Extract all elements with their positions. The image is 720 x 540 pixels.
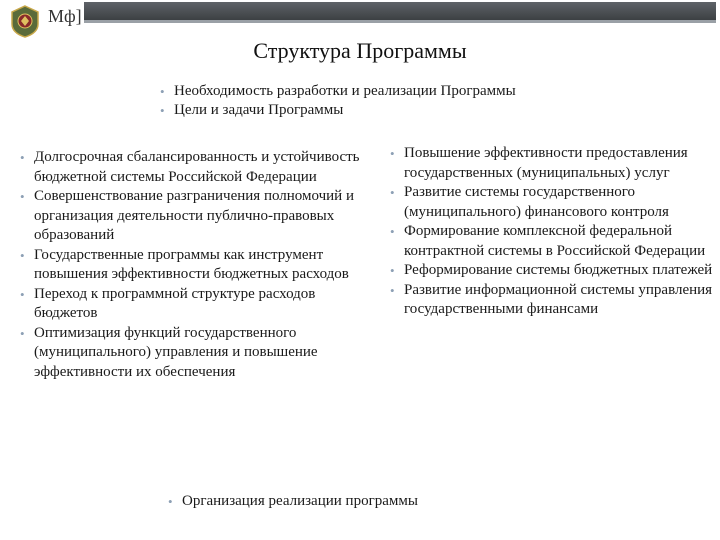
brand-text: Мф] bbox=[48, 6, 82, 26]
bullet-icon: • bbox=[390, 224, 395, 239]
list-item-text: Повышение эффективности предоставления государственных (муниципальных) услуг bbox=[404, 145, 688, 181]
list-item-text: Развитие системы государственного (муниципального) финансового контроля bbox=[404, 184, 669, 220]
bullet-icon: • bbox=[160, 84, 165, 99]
top-bar bbox=[0, 0, 720, 38]
right-column-list bbox=[388, 144, 718, 320]
intro-list bbox=[158, 82, 678, 120]
bullet-icon: • bbox=[160, 103, 165, 118]
list-item bbox=[388, 261, 718, 281]
list-item bbox=[18, 148, 363, 187]
list-item bbox=[166, 492, 626, 511]
list-item-text: Совершенствование разграничения полномочий и организация деятельности публично-правовых образований bbox=[34, 188, 354, 243]
bullet-icon: • bbox=[20, 286, 25, 302]
list-item bbox=[388, 144, 718, 183]
list-item-text: Организация реализации программы bbox=[182, 493, 418, 509]
emblem-icon bbox=[8, 4, 42, 38]
bullet-icon: • bbox=[20, 247, 25, 263]
list-item-text: Переход к программной структуре расходов бюджетов bbox=[34, 285, 316, 321]
list-item-text: Формирование комплексной федеральной контрактной системы в Российской Федерации bbox=[404, 223, 706, 259]
bullet-icon: • bbox=[390, 185, 395, 200]
list-item-text: Государственные программы как инструмент повышения эффективности бюджетных расходов bbox=[34, 246, 349, 282]
bullet-icon: • bbox=[390, 263, 395, 278]
list-item bbox=[18, 246, 363, 285]
list-item bbox=[18, 285, 363, 324]
header-strip bbox=[84, 2, 716, 20]
list-item bbox=[388, 222, 718, 261]
list-item-text: Цели и задачи Программы bbox=[174, 102, 344, 118]
list-item bbox=[158, 101, 678, 120]
list-item-text: Реформирование системы бюджетных платежей bbox=[404, 262, 713, 278]
bullet-icon: • bbox=[20, 189, 25, 204]
list-item bbox=[388, 183, 718, 222]
bullet-icon: • bbox=[390, 282, 395, 298]
list-item-text: Необходимость разработки и реализации Программы bbox=[174, 83, 516, 99]
page-title: Структура Программы bbox=[253, 38, 467, 63]
left-column-list bbox=[18, 148, 363, 382]
footer-list bbox=[166, 492, 626, 511]
list-item bbox=[18, 187, 363, 246]
bullet-icon: • bbox=[20, 150, 25, 165]
bullet-icon: • bbox=[20, 325, 25, 341]
list-item bbox=[18, 324, 363, 383]
list-item-text: Развитие информационной системы управления государственными финансами bbox=[404, 281, 713, 317]
list-item bbox=[388, 281, 718, 320]
bullet-icon: • bbox=[168, 494, 173, 509]
list-item-text: Оптимизация функций государственного (муниципального) управления и повышение эффективности их обеспечения bbox=[34, 324, 318, 380]
bullet-icon: • bbox=[390, 146, 395, 161]
list-item bbox=[158, 82, 678, 101]
list-item-text: Долгосрочная сбалансированность и устойчивость бюджетной системы Российской Федерации bbox=[34, 149, 360, 185]
